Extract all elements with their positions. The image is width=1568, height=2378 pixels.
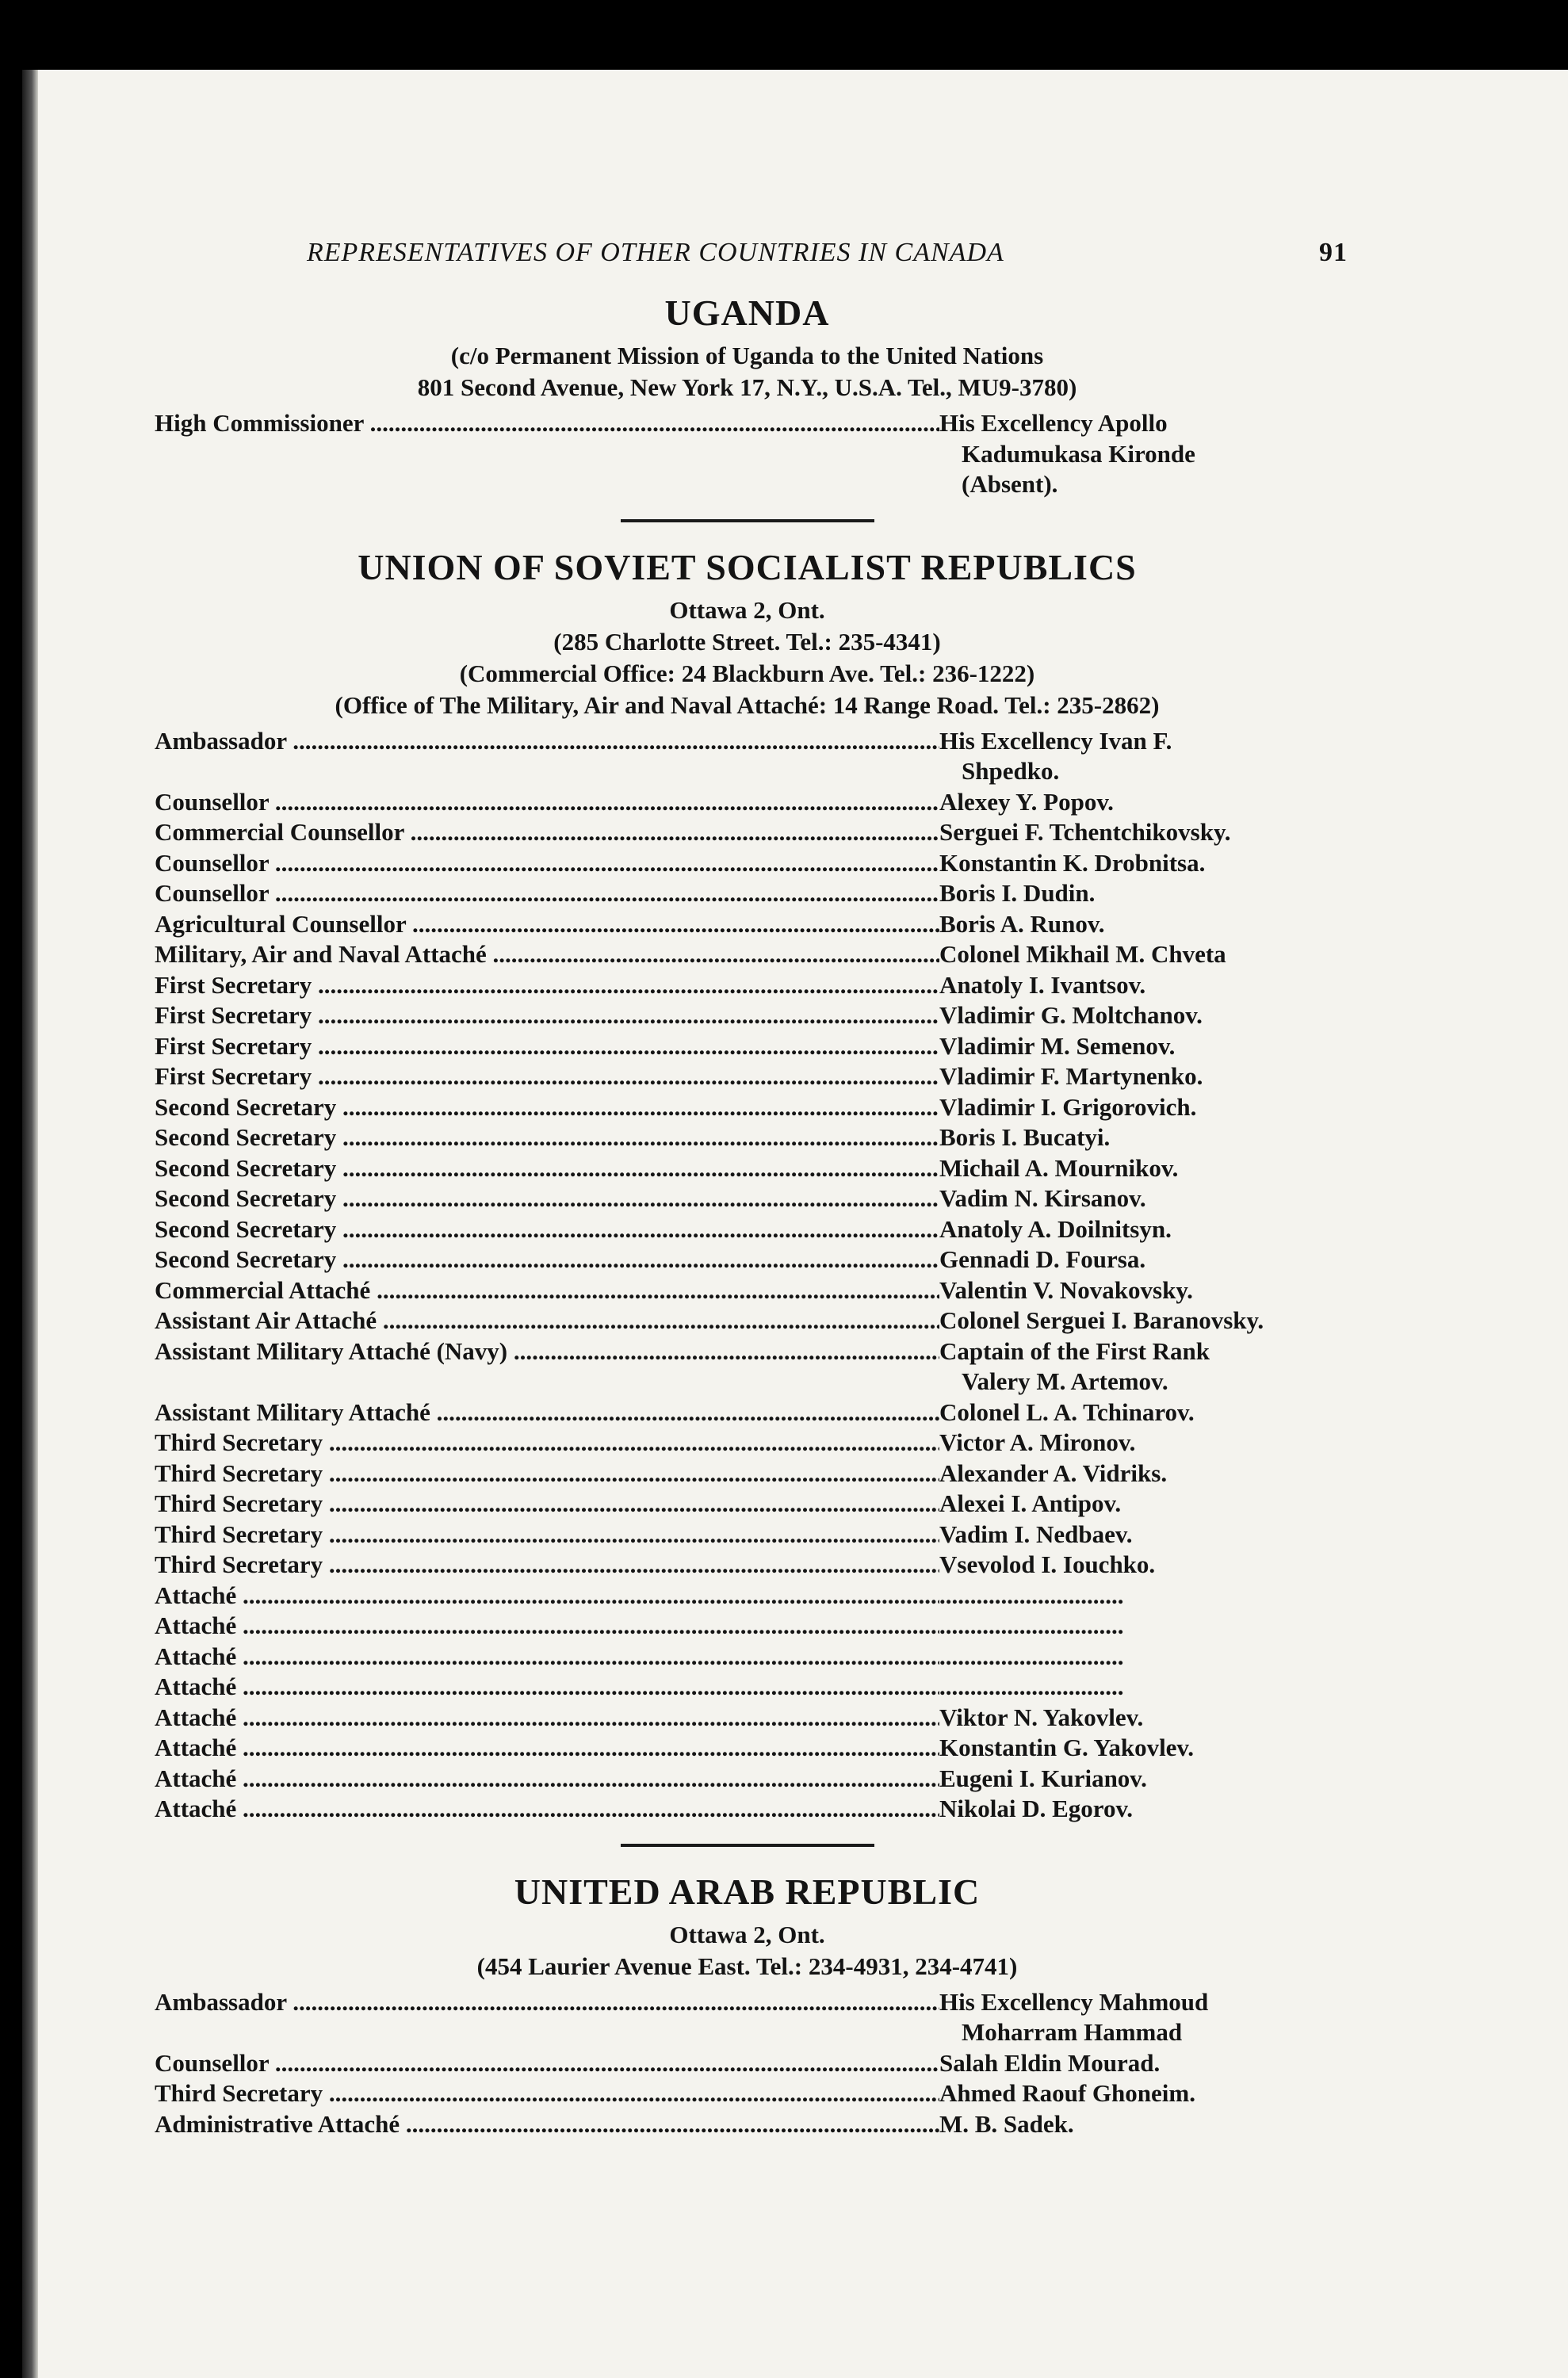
entry-role: Counsellor .....: [155, 787, 939, 818]
list-item: [155, 939, 1340, 970]
address-line: (Commercial Office: 24 Blackburn Ave. Tel.: 236-1222): [459, 659, 1035, 687]
list-item: [155, 1153, 1340, 1184]
list-item: [155, 848, 1340, 879]
entry-role: First Secretary .....: [155, 1000, 939, 1031]
list-item: [155, 817, 1340, 848]
entry-role: Assistant Military Attaché .....: [155, 1397, 939, 1428]
entry-name-line: Colonel L. A. Tchinarov.: [939, 1397, 1195, 1426]
entry-name-line: His Excellency Mahmoud: [939, 1987, 1209, 2016]
entry-name-line: Colonel Mikhail M. Chveta: [939, 940, 1226, 968]
list-item: [155, 408, 1340, 500]
entry-name-line: Viktor N. Yakovlev.: [939, 1703, 1144, 1731]
entry-name-line: Serguei F. Tchentchikovsky.: [939, 818, 1231, 846]
entry-list: [155, 408, 1340, 500]
entry-name-line: Captain of the First Rank: [939, 1336, 1210, 1365]
entry-name: [939, 970, 1340, 1001]
entry-role: Second Secretary .....: [155, 1092, 939, 1123]
entry-role: First Secretary .....: [155, 1031, 939, 1062]
entry-name: [939, 1520, 1340, 1550]
list-item: [155, 1794, 1340, 1825]
entry-name: [939, 2078, 1340, 2109]
entry-role: Attaché .....: [155, 1611, 939, 1642]
entry-name: [939, 1061, 1340, 1092]
entry-name-line: ..............................: [939, 1642, 1124, 1670]
entry-role: Third Secretary .....: [155, 2078, 939, 2109]
entry-name: [939, 1336, 1340, 1397]
entry-name-line: Victor A. Mironov.: [939, 1428, 1136, 1456]
entry-name: [939, 1459, 1340, 1489]
entry-role: First Secretary .....: [155, 970, 939, 1001]
section-title: UGANDA: [664, 292, 830, 333]
list-item: [155, 1611, 1340, 1642]
list-item: [155, 1550, 1340, 1581]
entry-name-line: His Excellency Ivan F.: [939, 726, 1172, 755]
list-item: [155, 1336, 1340, 1397]
entry-name: [939, 1244, 1340, 1275]
entry-name-line: Konstantin G. Yakovlev.: [939, 1734, 1194, 1761]
entry-name: [939, 1183, 1340, 1214]
list-item: [155, 1214, 1340, 1245]
list-item: [155, 1275, 1340, 1306]
list-item: [155, 1459, 1340, 1489]
section-title: UNION OF SOVIET SOCIALIST REPUBLICS: [358, 546, 1137, 587]
entry-role: Second Secretary .....: [155, 1153, 939, 1184]
entry-name-line: Vladimir F. Martynenko.: [939, 1062, 1203, 1090]
entry-role: Second Secretary .....: [155, 1122, 939, 1153]
entry-name-line: ..............................: [939, 1673, 1124, 1700]
entry-name-continuation: (Absent).: [962, 470, 1058, 498]
section-uar: [155, 1871, 1340, 2140]
section-uganda: [155, 292, 1340, 500]
entry-name: [939, 1987, 1340, 2048]
running-head: [155, 238, 1348, 277]
entry-name-line: Eugeni I. Kurianov.: [939, 1764, 1147, 1792]
list-item: [155, 1397, 1340, 1428]
entry-name-line: Alexei I. Antipov.: [939, 1489, 1122, 1517]
entry-name-line: Alexey Y. Popov.: [939, 787, 1114, 816]
entry-list: [155, 726, 1340, 1825]
entry-role: Third Secretary .....: [155, 1428, 939, 1459]
list-item: [155, 2048, 1340, 2079]
list-item: [155, 1520, 1340, 1550]
list-item: [155, 1581, 1340, 1611]
entry-role: Administrative Attaché .....: [155, 2109, 939, 2140]
list-item: [155, 970, 1340, 1001]
entry-name: [939, 1611, 1340, 1642]
running-head-title: REPRESENTATIVES OF OTHER COUNTRIES IN CANADA: [307, 238, 1004, 267]
list-item: [155, 1703, 1340, 1734]
entry-role: Counsellor .....: [155, 848, 939, 879]
entry-name-line: Valentin V. Novakovsky.: [939, 1275, 1193, 1304]
entry-name-line: ..............................: [939, 1581, 1124, 1609]
entry-name-line: Anatoly I. Ivantsov.: [939, 970, 1146, 999]
section-title: UNITED ARAB REPUBLIC: [514, 1871, 981, 1912]
entry-role: Ambassador .....: [155, 726, 939, 787]
entry-name: [939, 1672, 1340, 1703]
entry-role: Attaché .....: [155, 1764, 939, 1795]
entry-name-line: Anatoly A. Doilnitsyn.: [939, 1214, 1172, 1243]
entry-name: [939, 1153, 1340, 1184]
entry-name-line: Vsevolod I. Iouchko.: [939, 1550, 1156, 1578]
entry-name: [939, 1214, 1340, 1245]
address-line: Ottawa 2, Ont.: [669, 1920, 825, 1948]
entry-role: Attaché .....: [155, 1703, 939, 1734]
address-line: (285 Charlotte Street. Tel.: 235-4341): [553, 627, 941, 656]
entry-name: [939, 1794, 1340, 1825]
entry-name-line: M. B. Sadek.: [939, 2109, 1074, 2138]
entry-role: Assistant Air Attaché .....: [155, 1306, 939, 1336]
entry-name: [939, 408, 1340, 500]
entry-role: Second Secretary .....: [155, 1183, 939, 1214]
entry-role: Assistant Military Attaché (Navy) .....: [155, 1336, 939, 1397]
list-item: [155, 1061, 1340, 1092]
entry-role: Counsellor .....: [155, 878, 939, 909]
list-item: [155, 878, 1340, 909]
list-item: [155, 1987, 1340, 2048]
entry-name-line: Alexander A. Vidriks.: [939, 1459, 1168, 1487]
entry-name-line: Boris I. Dudin.: [939, 879, 1096, 907]
address-line: (Office of The Military, Air and Naval Attaché: 14 Range Road. Tel.: 235-2862): [335, 690, 1160, 719]
entry-name-line: Vladimir I. Grigorovich.: [939, 1092, 1197, 1121]
entry-role: Second Secretary .....: [155, 1214, 939, 1245]
entry-name: [939, 1092, 1340, 1123]
entry-name: [939, 1581, 1340, 1611]
entry-role: Attaché .....: [155, 1733, 939, 1764]
list-item: [155, 1183, 1340, 1214]
section-ussr: [155, 546, 1340, 1825]
entry-name: [939, 1306, 1340, 1336]
entry-name-line: His Excellency Apollo: [939, 409, 1168, 437]
entry-role: Attaché .....: [155, 1794, 939, 1825]
entry-name-line: Vadim N. Kirsanov.: [939, 1184, 1146, 1212]
entry-name-line: Vadim I. Nedbaev.: [939, 1520, 1133, 1548]
entry-name: [939, 1764, 1340, 1795]
entry-name: [939, 1733, 1340, 1764]
section-divider: [621, 519, 874, 522]
entry-name-line: Colonel Serguei I. Baranovsky.: [939, 1306, 1264, 1334]
entry-role: High Commissioner .....: [155, 408, 939, 500]
entry-name: [939, 726, 1340, 787]
entry-name: [939, 1397, 1340, 1428]
entry-name: [939, 1489, 1340, 1520]
address-line: 801 Second Avenue, New York 17, N.Y., U.S.A. Tel., MU9-3780): [417, 373, 1077, 401]
entry-name: [939, 909, 1340, 940]
entry-role: Agricultural Counsellor .....: [155, 909, 939, 940]
entry-name: [939, 2109, 1340, 2140]
entry-name-continuation: Shpedko.: [962, 757, 1060, 785]
entry-role: Third Secretary .....: [155, 1520, 939, 1550]
page-binding-edge: [22, 70, 38, 2378]
section-divider: [621, 1844, 874, 1847]
entry-role: Attaché .....: [155, 1581, 939, 1611]
list-item: [155, 1764, 1340, 1795]
entry-list: [155, 1987, 1340, 2140]
entry-role: Second Secretary .....: [155, 1244, 939, 1275]
entry-name: [939, 1031, 1340, 1062]
entry-role: Attaché .....: [155, 1642, 939, 1673]
list-item: [155, 1244, 1340, 1275]
entry-name-line: ..............................: [939, 1611, 1124, 1639]
page-number: 91: [1319, 238, 1348, 267]
entry-name-line: Boris I. Bucatyi.: [939, 1123, 1111, 1151]
entry-name: [939, 787, 1340, 818]
address-line: (c/o Permanent Mission of Uganda to the United Nations: [450, 342, 1044, 369]
list-item: [155, 1000, 1340, 1031]
list-item: [155, 1642, 1340, 1673]
list-item: [155, 726, 1340, 787]
entry-name: [939, 1122, 1340, 1153]
address-line: Ottawa 2, Ont.: [669, 595, 825, 624]
list-item: [155, 787, 1340, 818]
entry-role: First Secretary .....: [155, 1061, 939, 1092]
entry-role: Third Secretary .....: [155, 1459, 939, 1489]
entry-role: Third Secretary .....: [155, 1550, 939, 1581]
entry-name-continuation: Valery M. Artemov.: [962, 1367, 1168, 1395]
address-line: (454 Laurier Avenue East. Tel.: 234-4931, 234-4741): [476, 1952, 1018, 1980]
entry-name: [939, 1275, 1340, 1306]
entry-role: Counsellor .....: [155, 2048, 939, 2079]
entry-name-line: Michail A. Mournikov.: [939, 1153, 1179, 1182]
document-body: [155, 238, 1348, 2139]
entry-name: [939, 878, 1340, 909]
entry-role: Third Secretary .....: [155, 1489, 939, 1520]
entry-role: Attaché .....: [155, 1672, 939, 1703]
entry-name: [939, 1550, 1340, 1581]
list-item: [155, 1306, 1340, 1336]
entry-name: [939, 939, 1340, 970]
entry-name-line: Nikolai D. Egorov.: [939, 1795, 1134, 1822]
entry-name: [939, 817, 1340, 848]
list-item: [155, 2109, 1340, 2140]
entry-name-line: Vladimir M. Semenov.: [939, 1031, 1176, 1060]
list-item: [155, 1672, 1340, 1703]
list-item: [155, 1489, 1340, 1520]
list-item: [155, 1428, 1340, 1459]
entry-role: Military, Air and Naval Attaché .....: [155, 939, 939, 970]
list-item: [155, 1031, 1340, 1062]
entry-name: [939, 2048, 1340, 2079]
entry-role: Ambassador .....: [155, 1987, 939, 2048]
list-item: [155, 1122, 1340, 1153]
entry-name: [939, 1642, 1340, 1673]
entry-name-continuation: Kadumukasa Kironde: [962, 439, 1195, 468]
entry-name-line: Gennadi D. Foursa.: [939, 1245, 1146, 1273]
entry-name-line: Salah Eldin Mourad.: [939, 2048, 1161, 2077]
entry-role: Commercial Attaché .....: [155, 1275, 939, 1306]
entry-name-line: Konstantin K. Drobnitsa.: [939, 848, 1206, 877]
list-item: [155, 2078, 1340, 2109]
list-item: [155, 1733, 1340, 1764]
entry-name: [939, 1703, 1340, 1734]
list-item: [155, 909, 1340, 940]
entry-name: [939, 1000, 1340, 1031]
entry-name: [939, 1428, 1340, 1459]
entry-name-continuation: Moharram Hammad: [962, 2018, 1183, 2046]
list-item: [155, 1092, 1340, 1123]
entry-role: Commercial Counsellor .....: [155, 817, 939, 848]
entry-name: [939, 848, 1340, 879]
entry-name-line: Boris A. Runov.: [939, 909, 1105, 938]
entry-name-line: Vladimir G. Moltchanov.: [939, 1001, 1203, 1029]
entry-name-line: Ahmed Raouf Ghoneim.: [939, 2079, 1195, 2107]
